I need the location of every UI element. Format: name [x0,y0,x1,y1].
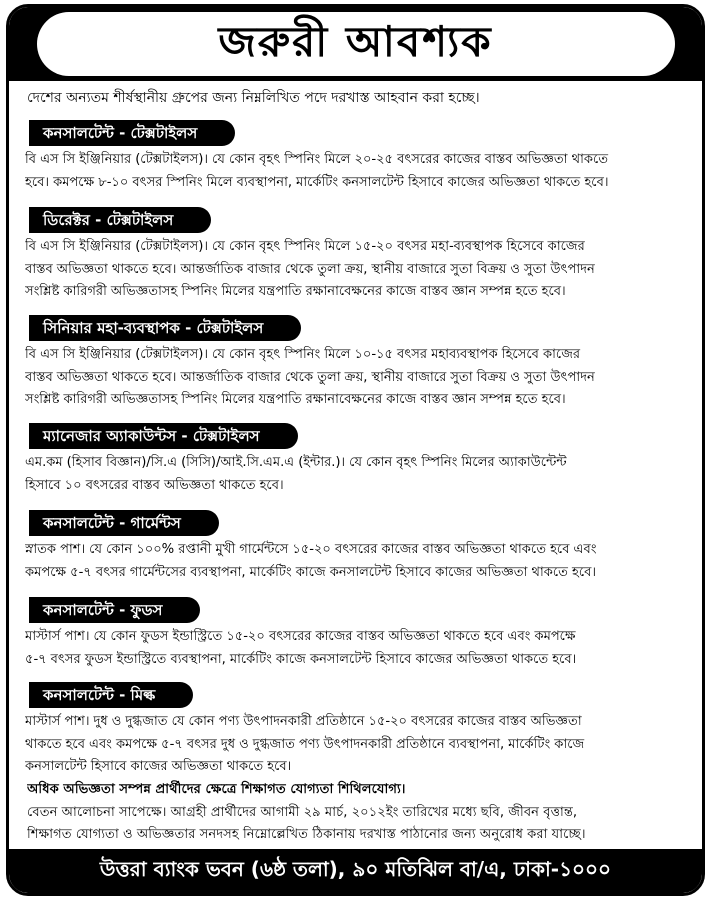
description-line: এম.কম (হিসাব বিজ্ঞান)/সি.এ (সিসি)/আই.সি.এম.এ (ইন্টার.)। যে কোন বৃহৎ স্পিনিং মিলের অ্যাকাউন্টেন্ট [25,455,567,470]
description-line: বাস্তব অভিজ্ঞতা থাকতে হবে। আন্তর্জাতিক বাজার থেকে তুলা ক্রয়, স্থানীয় বাজারে সুতা বিক্রয় ও সুতা উৎপাদন [25,369,595,385]
job-description [25,711,695,779]
job-title: ডিরেক্টর - টেক্সটাইলস [29,207,211,233]
description-line: মাস্টার্স পাশ। দুধ ও দুগ্ধজাত যে কোন পণ্য উৎপাদনকারী প্রতিষ্ঠানে ১৫-২০ বৎসরের কাজের বাস্তব অভিজ্ঞতা [25,714,582,729]
job-description [25,236,695,304]
description-line: কনসালটেন্ট হিসাবে কাজের অভিজ্ঞতা থাকতে হবে। [25,759,292,774]
description-line: হবে। কমপক্ষে ৮-১০ বৎসর স্পিনিং মিলে ব্যবস্থাপনা, মার্কেটিং কনসালটেন্ট হিসাবে কাজের অভিজ্ঞতা থাকতে হবে। [25,174,609,190]
job-section-consultant-foods [25,597,695,671]
job-description [25,626,695,671]
description-line: সংশ্লিষ্ট কারিগরী অভিজ্ঞতাসহ স্পিনিং মিলের যন্ত্রপাতি রক্ষানাবেক্ষনের কাজে বাস্তব জ্ঞান সম্পন্ন হতে হবে। [25,392,566,407]
job-section-consultant-textiles [25,120,695,194]
job-section-manager-accounts [25,423,695,497]
footer-address: উত্তরা ব্যাংক ভবন (৬ষ্ঠ তলা), ৯০ মতিঝিল বা/এ, ঢাকা-১০০০ [9,849,702,893]
job-title: কনসালটেন্ট - ফুডস [29,597,200,623]
intro-text: দেশের অন্যতম শীর্ষস্থানীয় গ্রুপের জন্য নিম্নলিখিত পদে দরখাস্ত আহবান করা হচ্ছে। [27,90,480,106]
description-line: সংশ্লিষ্ট কারিগরী অভিজ্ঞতাসহ স্পিনিং মিলের যন্ত্রপাতি রক্ষানাবেক্ষনের কাজে বাস্তব জ্ঞান সম্পন্ন হতে হবে। [25,284,566,299]
description-line: বি এস সি ইঞ্জিনিয়ার (টেক্সটাইলস)। যে কোন বৃহৎ স্পিনিং মিলে ১৫-২০ বৎসর মহা-ব্যবস্থাপক হিসেবে কাজের [25,239,585,254]
job-description [25,539,695,584]
page-title: জরুরী আবশ্যক [37,12,675,76]
job-title: কনসালটেন্ট - টেক্সটাইলস [29,120,235,146]
application-notes [27,779,697,847]
advertisement-frame [6,4,705,896]
job-section-senior-gm-textiles [25,315,695,412]
description-line: বাস্তব অভিজ্ঞতা থাকতে হবে। আন্তর্জাতিক বাজার থেকে তুলা ক্রয়, স্থানীয় বাজারে সুতা বিক্রয় ও সুতা উৎপাদন [25,261,595,277]
job-title: ম্যানেজার অ্যাকাউন্টস - টেক্সটাইলস [29,423,298,449]
job-section-consultant-garments [25,510,695,584]
job-title: কনসালটেন্ট - মিল্ক [29,682,193,708]
description-line: থাকতে হবে এবং কমপক্ষে ৫-৭ বৎসর দুধ ও দুগ্ধজাত পণ্য উৎপাদনকারী প্রতিষ্ঠানে ব্যবস্থাপনা, মার্কেটিং কাজে [25,736,585,752]
application-instruction-line: বেতন আলোচনা সাপেক্ষে। আগ্রহী প্রার্থীদের আগামী ২৯ মার্চ, ২০১২ইং তারিখের মধ্যে ছবি, জীবন বৃত্তান্ত, [27,804,578,820]
job-description [25,149,695,194]
job-section-consultant-milk [25,682,695,779]
description-line: বি এস সি ইঞ্জিনিয়ার (টেক্সটাইলস)। যে কোন বৃহৎ স্পিনিং মিলে ২০-২৫ বৎসরের কাজের বাস্তব অভিজ্ঞতা থাকতে [25,152,609,167]
job-section-director-textiles [25,207,695,304]
qualification-relaxation-note: অধিক অভিজ্ঞতা সম্পন্ন প্রার্থীদের ক্ষেত্রে শিক্ষাগত যোগ্যতা শিথিলযোগ্য। [27,782,406,797]
description-line: হিসাবে ১০ বৎসরের বাস্তব অভিজ্ঞতা থাকতে হবে। [25,477,284,493]
job-title: সিনিয়ার মহা-ব্যবস্থাপক - টেক্সটাইলস [29,315,301,341]
description-line: বি এস সি ইঞ্জিনিয়ার (টেক্সটাইলস)। যে কোন বৃহৎ স্পিনিং মিলে ১০-১৫ বৎসর মহাব্যবস্থাপক হিসেবে কাজের [25,347,581,362]
description-line: স্নাতক পাশ। যে কোন ১০০% রপ্তানী মুখী গার্মেন্টসে ১৫-২০ বৎসরের কাজের বাস্তব অভিজ্ঞতা থাকতে হবে এবং [25,542,597,557]
job-title: কনসালটেন্ট - গার্মেন্টস [29,510,219,536]
job-description [25,344,695,412]
description-line: ৫-৭ বৎসর ফুডস ইন্ডাস্ট্রিতে ব্যবস্থাপনা, মার্কেটিং কাজে কনসালটেন্ট হিসাবে কাজের অভিজ্ঞতা থাকতে হবে। [25,651,577,667]
application-instruction-line: শিক্ষাগত যোগ্যতা ও অভিজ্ঞতার সনদসহ নিম্নোল্লেখিত ঠিকানায় দরখাস্ত পাঠানোর জন্য অনুরোধ করা যাচ্ছে। [27,827,586,842]
title-bar [9,7,702,81]
job-description [25,452,695,497]
description-line: মাস্টার্স পাশ। যে কোন ফুডস ইন্ডাস্ট্রিতে ১৫-২০ বৎসরের কাজের বাস্তব অভিজ্ঞতা থাকতে হবে এবং কমপক্ষে [25,629,576,644]
description-line: কমপক্ষে ৫-৭ বৎসর গার্মেন্টসের ব্যবস্থাপনা, মার্কেটিং কাজে কনসালটেন্ট হিসাবে কাজের অভিজ্ঞতা থাকতে হবে। [25,564,597,580]
